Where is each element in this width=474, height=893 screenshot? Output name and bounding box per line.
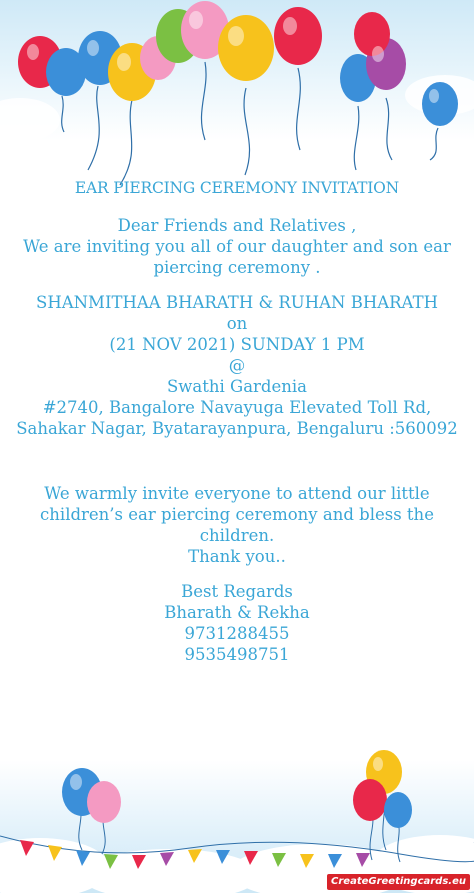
greeting: Dear Friends and Relatives ,	[117, 216, 357, 235]
invite-line-1: We are inviting you all of our daughter and son ear	[23, 237, 451, 256]
message-line-1: We warmly invite everyone to attend our little	[44, 484, 430, 503]
invite-line-2: piercing ceremony .	[153, 258, 321, 277]
child-names: SHANMITHAA BHARATH & RUHAN BHARATH	[36, 293, 438, 312]
invitation-text	[0, 178, 474, 665]
venue-address-2: Sahakar Nagar, Byatarayanpura, Bengaluru :560092	[16, 419, 458, 438]
event-date: (21 NOV 2021) SUNDAY 1 PM	[109, 335, 365, 354]
venue-address-1: #2740, Bangalore Navayuga Elevated Toll Rd,	[42, 398, 432, 417]
thanks-text: Thank you..	[188, 547, 286, 566]
on-label: on	[226, 314, 248, 333]
venue-name: Swathi Gardenia	[166, 377, 308, 396]
host-names: Bharath & Rekha	[164, 603, 310, 622]
phone-number-1: 9731288455	[184, 624, 290, 643]
balloons-bottom-icon	[0, 750, 474, 893]
message-line-3: children.	[199, 526, 275, 545]
phone-number-2: 9535498751	[184, 645, 290, 664]
invitation-title: EAR PIERCING CEREMONY INVITATION	[74, 179, 400, 197]
balloons-top-icon	[0, 0, 474, 200]
message-line-2: children’s ear piercing ceremony and bless the	[40, 505, 434, 524]
watermark-logo: CreateGreetingcards.eu	[327, 874, 470, 890]
at-label: @	[228, 356, 246, 375]
regards-text: Best Regards	[181, 582, 293, 601]
